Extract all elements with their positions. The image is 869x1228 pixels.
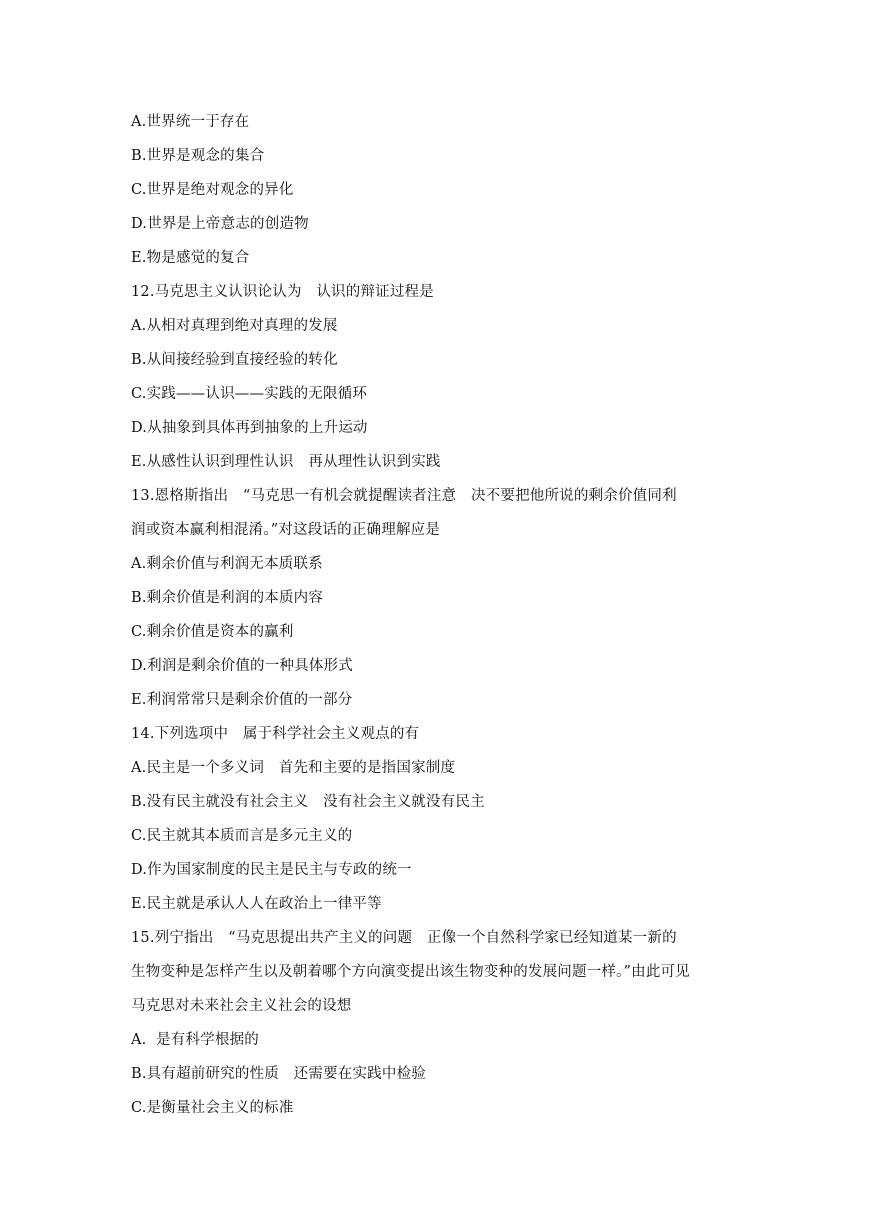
option-line: E.从感性认识到理性认识 再从理性认识到实践 <box>131 454 441 470</box>
option-line: D.利润是剩余价值的一种具体形式 <box>131 658 353 674</box>
option-line: E.民主就是承认人人在政治上一律平等 <box>131 896 382 912</box>
option-line: B.世界是观念的集合 <box>131 148 265 164</box>
option-line: D.从抽象到具体再到抽象的上升运动 <box>131 420 368 436</box>
option-line: B.从间接经验到直接经验的转化 <box>131 352 338 368</box>
question-15: 15.列宁指出 “马克思提出共产主义的问题 正像一个自然科学家已经知道某一新的 <box>131 930 677 946</box>
option-line: D.作为国家制度的民主是民主与专政的统一 <box>131 862 412 878</box>
question-13: 13.恩格斯指出 “马克思一有机会就提醒读者注意 决不要把他所说的剩余价值同利 <box>131 488 677 504</box>
option-line: B.剩余价值是利润的本质内容 <box>131 590 324 606</box>
option-line: A. 是有科学根据的 <box>131 1032 259 1048</box>
option-line: E.物是感觉的复合 <box>131 250 250 266</box>
option-line: B.没有民主就没有社会主义 没有社会主义就没有民主 <box>131 794 485 810</box>
option-line: A.从相对真理到绝对真理的发展 <box>131 318 338 334</box>
option-line: E.利润常常只是剩余价值的一部分 <box>131 692 353 708</box>
option-line: C.剩余价值是资本的赢利 <box>131 624 294 640</box>
question-13-continued: 润或资本赢利相混淆。”对这段话的正确理解应是 <box>131 522 441 538</box>
option-line: C.民主就其本质而言是多元主义的 <box>131 828 353 844</box>
option-line: B.具有超前研究的性质 还需要在实践中检验 <box>131 1066 426 1082</box>
option-line: A.世界统一于存在 <box>131 114 250 130</box>
question-12: 12.马克思主义认识论认为 认识的辩证过程是 <box>131 284 434 300</box>
option-line: A.剩余价值与利润无本质联系 <box>131 556 323 572</box>
option-line: C.实践——认识——实践的无限循环 <box>131 386 368 402</box>
document-text <box>131 108 751 1128</box>
question-15-continued: 生物变种是怎样产生以及朝着哪个方向演变提出该生物变种的发展问题一样。”由此可见 <box>131 964 690 980</box>
option-line: D.世界是上帝意志的创造物 <box>131 216 309 232</box>
question-15-continued: 马克思对未来社会主义社会的设想 <box>131 998 352 1014</box>
option-line: C.是衡量社会主义的标准 <box>131 1100 294 1116</box>
option-line: C.世界是绝对观念的异化 <box>131 182 294 198</box>
question-14: 14.下列选项中 属于科学社会主义观点的有 <box>131 726 420 742</box>
option-line: A.民主是一个多义词 首先和主要的是指国家制度 <box>131 760 456 776</box>
